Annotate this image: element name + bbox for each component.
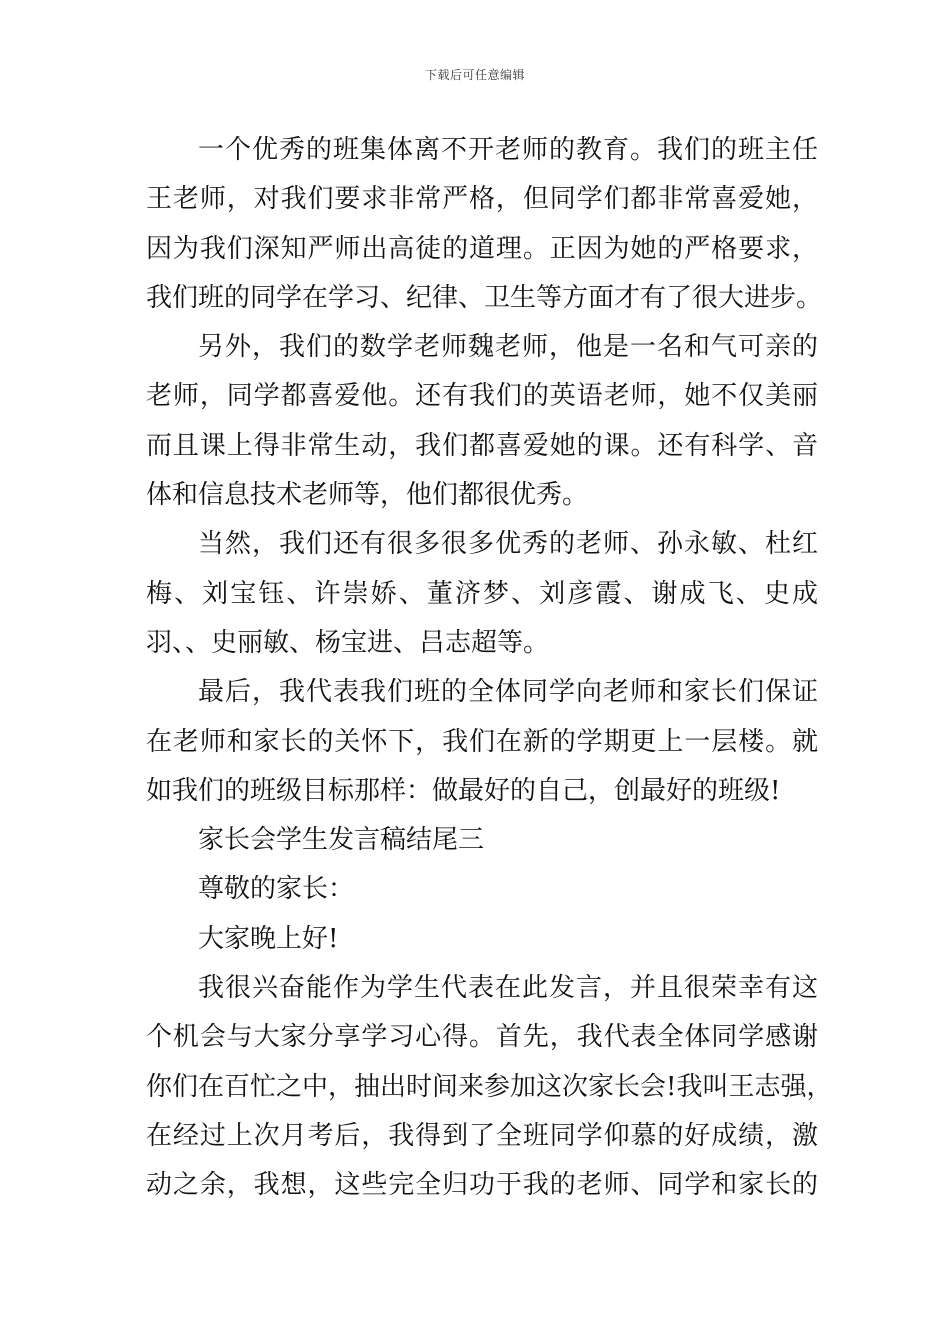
text-line: 羽、、史丽敏、杨宝进、吕志超等。 [146, 627, 550, 658]
text-line: 当然，我们还有很多很多优秀的老师、孙永敏、杜红 [198, 529, 818, 560]
text-line: 最后，我代表我们班的全体同学向老师和家长们保证 [198, 677, 818, 708]
text-line: 老师，同学都喜爱他。还有我们的英语老师，她不仅美丽 [146, 381, 818, 412]
text-line: 我们班的同学在学习、纪律、卫生等方面才有了很大进步。 [146, 282, 823, 313]
text-line: 动之余，我想，这些完全归功于我的老师、同学和家长的 [146, 1170, 818, 1201]
text-line: 梅、刘宝钰、许崇娇、董济梦、刘彦霞、谢成飞、史成 [146, 578, 818, 609]
page-header-note: 下载后可任意编辑 [424, 68, 525, 82]
text-line: 另外，我们的数学老师魏老师，他是一名和气可亲的 [198, 332, 818, 363]
text-line: 如我们的班级目标那样：做最好的自己，创最好的班级! [146, 775, 781, 806]
text-line: 而且课上得非常生动，我们都喜爱她的课。还有科学、音 [146, 430, 818, 461]
text-line: 体和信息技术老师等，他们都很优秀。 [146, 480, 589, 511]
text-line: 在老师和家长的关怀下，我们在新的学期更上一层楼。就 [146, 726, 818, 757]
text-line: 因为我们深知严师出高徒的道理。正因为她的严格要求， [146, 233, 818, 264]
text-line: 我很兴奋能作为学生代表在此发言，并且很荣幸有这 [198, 973, 818, 1004]
text-line: 尊敬的家长： [198, 874, 355, 905]
text-line: 你们在百忙之中，抽出时间来参加这次家长会!我叫王志强， [146, 1071, 833, 1102]
text-line: 在经过上次月考后，我得到了全班同学仰慕的好成绩，激 [146, 1120, 818, 1151]
document-body [146, 126, 833, 1211]
text-line: 大家晚上好! [198, 923, 339, 954]
text-line: 王老师，对我们要求非常严格，但同学们都非常喜爱她， [146, 184, 818, 215]
text-line: 家长会学生发言稿结尾三 [198, 825, 485, 856]
text-line: 一个优秀的班集体离不开老师的教育。我们的班主任 [198, 135, 818, 165]
text-line: 个机会与大家分享学习心得。首先，我代表全体同学感谢 [146, 1022, 818, 1053]
